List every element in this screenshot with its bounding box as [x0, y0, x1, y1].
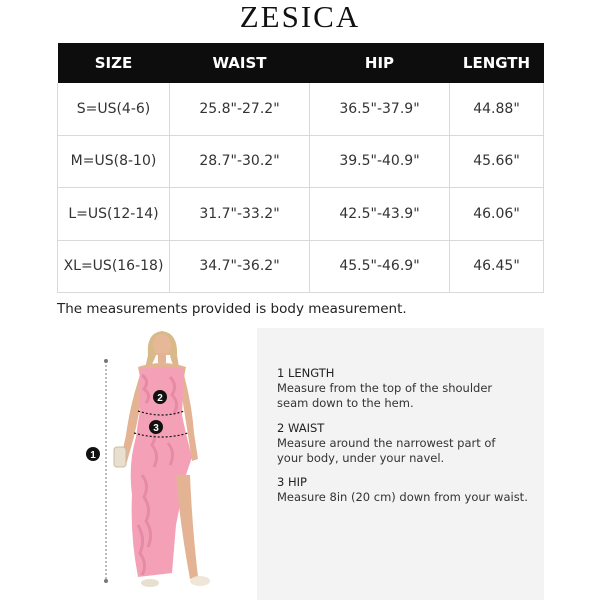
- cell-length: 46.06": [450, 188, 544, 241]
- cell-hip: 36.5"-37.9": [310, 83, 450, 135]
- model-leg: [176, 475, 198, 579]
- header-waist: WAIST: [170, 43, 310, 83]
- cell-hip: 42.5"-43.9": [310, 188, 450, 241]
- table-row: [58, 188, 544, 241]
- cell-size: M=US(8-10): [58, 135, 170, 188]
- model-face: [153, 334, 171, 356]
- header-length: LENGTH: [450, 43, 544, 83]
- brand-logo: ZESICA: [239, 0, 361, 34]
- cell-waist: 34.7"-36.2": [170, 240, 310, 293]
- table-header-row: [58, 43, 544, 83]
- shoe-right: [190, 576, 210, 586]
- table-row: [58, 135, 544, 188]
- instruction-title: 1 LENGTH: [277, 366, 335, 380]
- shoe-left: [141, 579, 159, 587]
- instruction-line: Measure from the top of the shoulder: [277, 381, 493, 395]
- model-figure: [80, 325, 240, 600]
- cell-length: 44.88": [450, 83, 544, 135]
- measurement-note: The measurements provided is body measurement.: [57, 301, 407, 317]
- instruction-line: seam down to the hem.: [277, 396, 414, 410]
- model-neck: [158, 353, 166, 363]
- instruction-line: Measure around the narrowest part of: [277, 436, 496, 450]
- marker-2-label: 2: [157, 393, 163, 404]
- instruction-length: [277, 366, 492, 411]
- header-hip: HIP: [310, 43, 450, 83]
- header-size: SIZE: [58, 43, 170, 83]
- instructions-panel: [257, 328, 544, 600]
- size-chart-table: [57, 43, 544, 293]
- marker-3-label: 3: [153, 423, 159, 434]
- cell-waist: 31.7"-33.2": [170, 188, 310, 241]
- length-line-bottom: [104, 579, 108, 583]
- instruction-waist: [277, 421, 495, 466]
- cell-size: S=US(4-6): [58, 83, 170, 135]
- instruction-hip: [277, 475, 528, 505]
- cell-length: 45.66": [450, 135, 544, 188]
- table-row: [58, 83, 544, 135]
- length-line-top: [104, 359, 108, 363]
- cell-hip: 45.5"-46.9": [310, 240, 450, 293]
- cell-hip: 39.5"-40.9": [310, 135, 450, 188]
- instruction-line: your body, under your navel.: [277, 451, 445, 465]
- instruction-line: Measure 8in (20 cm) down from your waist.: [277, 490, 528, 504]
- marker-1-label: 1: [90, 450, 96, 461]
- table-row: [58, 240, 544, 293]
- instruction-title: 2 WAIST: [277, 421, 325, 435]
- cell-waist: 28.7"-30.2": [170, 135, 310, 188]
- clutch-bag: [114, 447, 126, 467]
- instruction-title: 3 HIP: [277, 475, 307, 489]
- cell-length: 46.45": [450, 240, 544, 293]
- cell-size: L=US(12-14): [58, 188, 170, 241]
- cell-waist: 25.8"-27.2": [170, 83, 310, 135]
- cell-size: XL=US(16-18): [58, 240, 170, 293]
